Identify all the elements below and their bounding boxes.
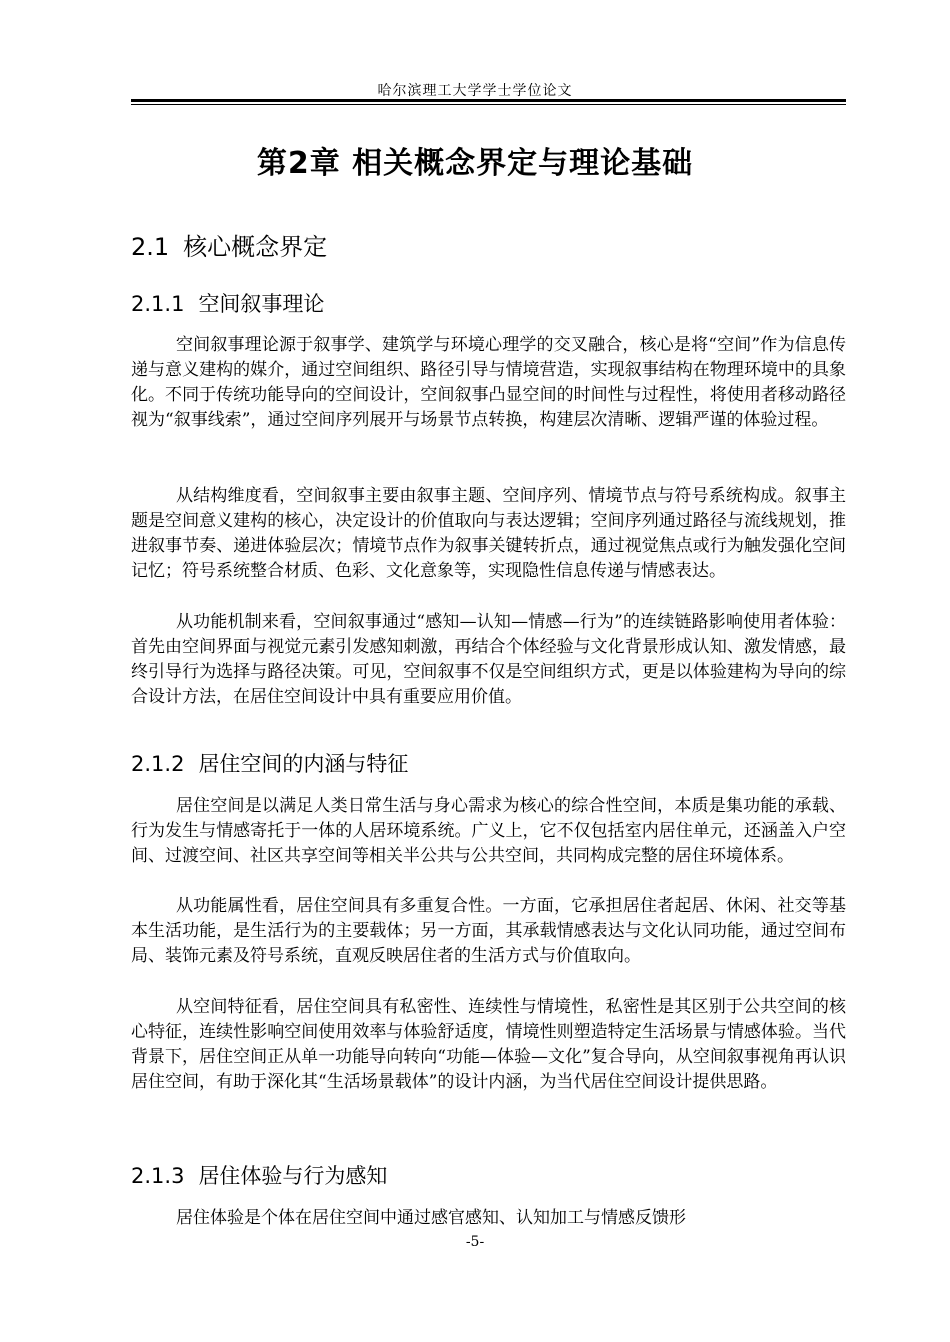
- paragraph: 从结构维度看，空间叙事主要由叙事主题、空间序列、情境节点与符号系统构成。叙事主题是空间意义建构的核心，决定设计的价值取向与表达逻辑；空间序列通过路径与流线规划，推进叙事节奏、递进体验层次；情境节点作为叙事关键转折点，通过视觉焦点或行为触发强化空间记忆；符号系统整合材质、色彩、文化意象等，实现隐性信息传递与情感表达。: [131, 486, 846, 581]
- paragraph: 从功能机制来看，空间叙事通过“感知—认知—情感—行为”的连续链路影响使用者体验：首先由空间界面与视觉元素引发感知刺激，再结合个体经验与文化背景形成认知、激发情感，最终引导行为选择与路径决策。可见，空间叙事不仅是空间组织方式，更是以体验建构为导向的综合设计方法，在居住空间设计中具有重要应用价值。: [131, 612, 846, 707]
- section-heading-2-1-3: [131, 1160, 387, 1190]
- section-heading-2-1-1: [131, 288, 324, 318]
- section-title: 居住体验与行为感知: [198, 1164, 388, 1188]
- section-number: 2.1.3: [131, 1164, 185, 1188]
- section-number: 2.1.2: [131, 752, 185, 776]
- running-header: 哈尔滨理工大学学士学位论文: [377, 83, 573, 99]
- section-title: 核心概念界定: [183, 233, 328, 261]
- paragraph: 从空间特征看，居住空间具有私密性、连续性与情境性，私密性是其区别于公共空间的核心特征，连续性影响空间使用效率与体验舒适度，情境性则塑造特定生活场景与情感体验。当代背景下，居住空间正从单一功能导向转向“功能—体验—文化”复合导向，从空间叙事视角再认识居住空间，有助于深化其“生活场景载体”的设计内涵，为当代居住空间设计提供思路。: [131, 997, 846, 1092]
- section-number: 2.1.1: [131, 292, 185, 316]
- header-rule-thin: [131, 104, 846, 105]
- section-title: 空间叙事理论: [198, 292, 325, 316]
- chapter-title: 第2章 相关概念界定与理论基础: [256, 146, 694, 181]
- section-title: 居住空间的内涵与特征: [198, 752, 409, 776]
- section-number: 2.1: [131, 233, 170, 261]
- paragraph: 居住空间是以满足人类日常生活与身心需求为核心的综合性空间，本质是集功能的承载、行为发生与情感寄托于一体的人居环境系统。广义上，它不仅包括室内居住单元，还涵盖入户空间、过渡空间、社区共享空间等相关半公共与公共空间，共同构成完整的居住环境体系。: [131, 796, 846, 866]
- paragraph: 居住体验是个体在居住空间中通过感官感知、认知加工与情感反馈形: [176, 1208, 686, 1228]
- section-heading-2-1-2: [131, 748, 408, 778]
- section-heading-2-1: [131, 227, 327, 262]
- header-rule-thick: [131, 99, 846, 102]
- paragraph: 从功能属性看，居住空间具有多重复合性。一方面，它承担居住者起居、休闲、社交等基本生活功能，是生活行为的主要载体；另一方面，其承载情感表达与文化认同功能，通过空间布局、装饰元素及符号系统，直观反映居住者的生活方式与价值取向。: [131, 896, 846, 966]
- paragraph: 空间叙事理论源于叙事学、建筑学与环境心理学的交叉融合，核心是将“空间”作为信息传递与意义建构的媒介，通过空间组织、路径引导与情境营造，实现叙事结构在物理环境中的具象化。不同于传统功能导向的空间设计，空间叙事凸显空间的时间性与过程性，将使用者移动路径视为“叙事线索”，通过空间序列展开与场景节点转换，构建层次清晰、逻辑严谨的体验过程。: [131, 335, 846, 430]
- page-number: -5-: [465, 1234, 485, 1250]
